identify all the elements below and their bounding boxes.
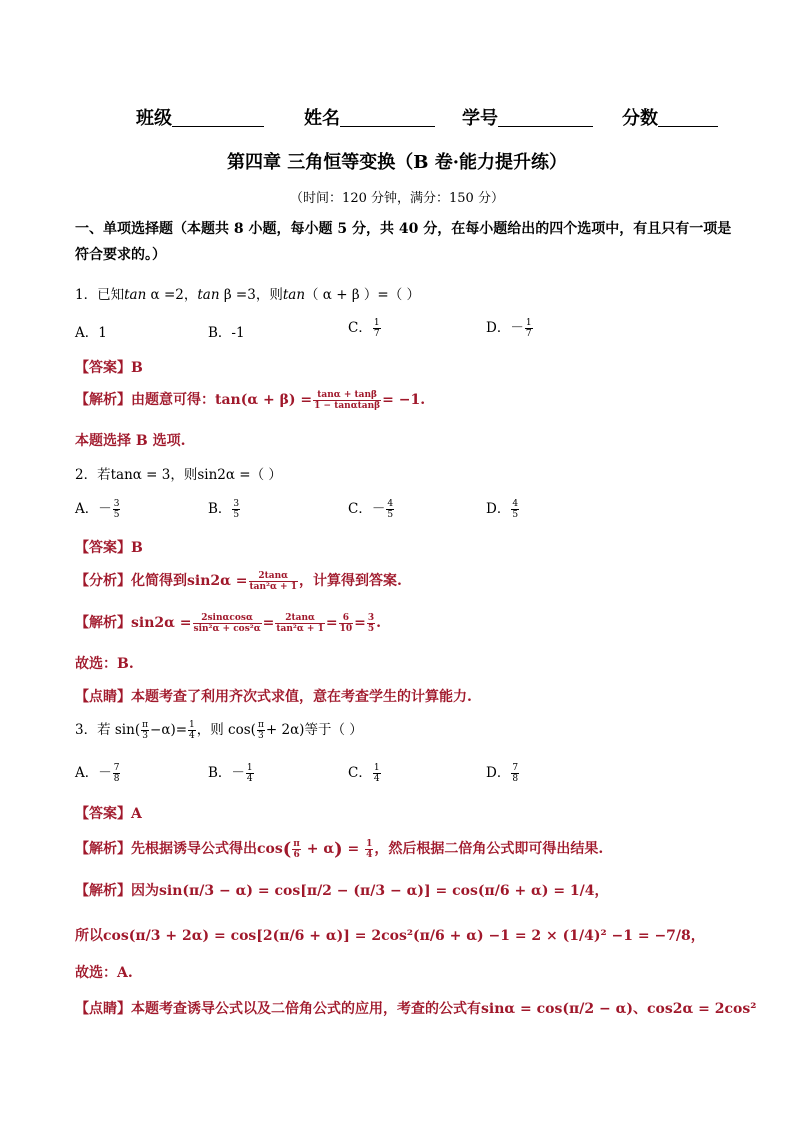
q1-option-b: B．-1 — [208, 325, 245, 341]
id-label: 学号 — [462, 108, 498, 129]
score-label: 分数 — [622, 108, 658, 129]
q3-analysis-1: 【解析】先根据诱导公式得出cos( $\frac{\pi}{6}$ + α) = $\frac{1}{4}$ ，然后根据二倍角公式即可得出结果. — [75, 838, 604, 860]
q2-fenxi: 【分析】化简得到sin2α = $\frac{2\tan\alpha}{\text{tan²α + 1}}$ ，计算得到答案. — [75, 570, 402, 592]
q2-answer: 【答案】B — [75, 540, 143, 556]
q2-option-c: C．－ $\frac{4}{5}$ — [348, 499, 394, 520]
q3-option-a: A．－ $\frac{7}{8}$ — [75, 763, 120, 784]
class-field — [136, 104, 264, 130]
q1-option-c: C． $\frac{1}{7}$ — [348, 318, 380, 339]
q2-guxuan: 故选：B. — [75, 656, 134, 672]
q2-option-b: B． $\frac{3}{5}$ — [208, 499, 240, 520]
q3-analysis-3: 所以cos(π/3 + 2α) = cos[2(π/6 + α)] = 2cos²(π/6 + α) −1 = 2 × (1/4)² −1 = −7/8， — [75, 928, 705, 944]
q3-guxuan: 故选：A. — [75, 965, 133, 981]
q3-dianjing: 【点睛】本题考查诱导公式以及二倍角公式的应用，考查的公式有sinα = cos(π/2 − α)、cos2α = 2cos² — [75, 1001, 757, 1017]
q2-analysis: 【解析】sin2α = $\frac{2\sin\alpha\cos\alpha}{\text{sin²α + cos²α}}$ = $\frac{2\tan\alpha}{\text{tan²α + 1}}$ = $\frac{6}{10}$ = $\frac{3}{5}$ . — [75, 612, 381, 634]
q2-option-d: D． $\frac{4}{5}$ — [486, 499, 519, 520]
class-label: 班级 — [136, 108, 172, 129]
id-blank — [498, 108, 593, 127]
score-blank — [658, 108, 718, 127]
name-field — [304, 104, 435, 130]
name-blank — [340, 108, 435, 127]
q3-stem: 3．若 sin( $\frac{\pi}{3}$ −α)= $\frac{1}{4}$ ，则 cos( $\frac{\pi}{3}$ + 2α)等于（ ） — [75, 720, 363, 741]
q3-option-c: C． $\frac{1}{4}$ — [348, 763, 380, 784]
q3-analysis-2: 【解析】因为sin(π/3 − α) = cos[π/2 − (π/3 − α)] = cos(π/6 + α) = 1/4， — [75, 883, 609, 899]
q3-answer: 【答案】A — [75, 806, 142, 822]
section-heading-line2: 符合要求的。） — [75, 247, 166, 263]
q3-option-d: D． $\frac{7}{8}$ — [486, 763, 519, 784]
q2-dianjing: 【点睛】本题考查了利用齐次式求值，意在考查学生的计算能力. — [75, 689, 472, 705]
q1-option-d: D．－ $\frac{1}{7}$ — [486, 318, 532, 339]
page-subtitle: （时间：120 分钟，满分：150 分） — [290, 191, 504, 206]
q1-option-a: A．1 — [75, 325, 107, 341]
class-blank — [172, 108, 264, 127]
q2-stem: 2．若tanα = 3，则sin2α =（ ） — [75, 467, 282, 483]
q2-option-a: A．－ $\frac{3}{5}$ — [75, 499, 120, 520]
q3-option-b: B．－ $\frac{1}{4}$ — [208, 763, 253, 784]
q1-stem: 1．已知tan α =2，tan β =3，则tan（ α + β ）=（ ） — [75, 287, 421, 303]
page-title: 第四章 三角恒等变换（B 卷·能力提升练） — [226, 152, 567, 173]
id-field — [462, 104, 593, 130]
section-heading-line1: 一、单项选择题（本题共 8 小题，每小题 5 分，共 40 分，在每小题给出的四个选项中，有且只有一项是 — [75, 221, 732, 237]
q1-conclusion: 本题选择 B 选项. — [75, 433, 186, 449]
score-field — [622, 104, 718, 130]
name-label: 姓名 — [304, 108, 340, 129]
q1-answer: 【答案】B — [75, 360, 143, 376]
q1-analysis: 【解析】由题意可得：tan(α + β) = $\frac{\tan\alpha + \tan\beta}{1 - \tan\alpha\tan\beta}$ = −1. — [75, 389, 426, 411]
